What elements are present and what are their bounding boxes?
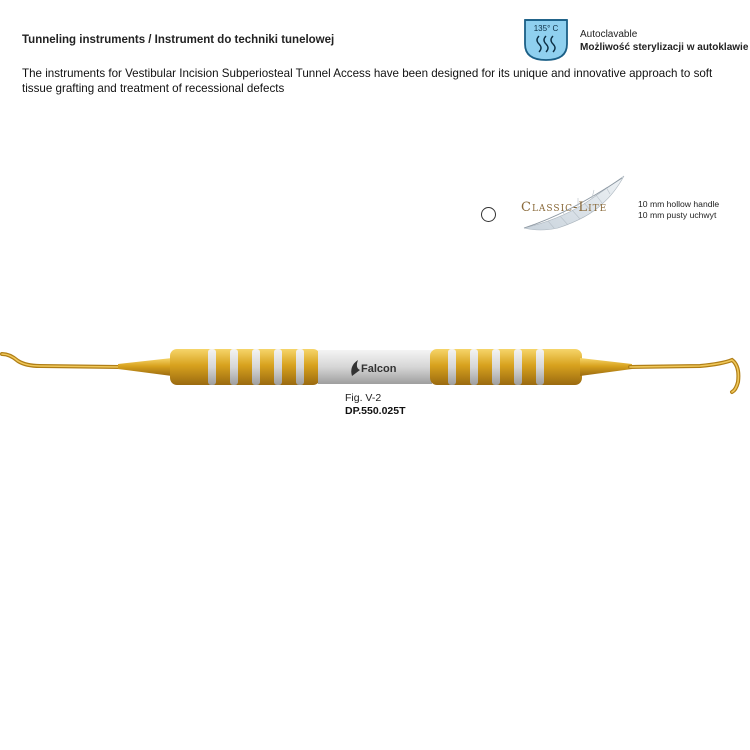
product-description: The instruments for Vestibular Incision Subperiosteal Tunnel Access have been designed for its unique and innovative approach to soft tissue grafting and treatment of recessional defects	[22, 67, 713, 95]
instrument-image	[0, 330, 750, 400]
page-title: Tunneling instruments / Instrument do techniki tunelowej	[22, 34, 335, 46]
falcon-logo-text: Falcon	[361, 363, 397, 375]
autoclave-icon	[522, 18, 570, 62]
brand-logo: Classic-Lite	[521, 200, 608, 215]
handle-option-radio[interactable]	[481, 207, 496, 222]
autoclave-temperature: 135° C	[533, 24, 559, 33]
product-code: DP.550.025T	[345, 405, 406, 417]
figure-label: Fig. V-2	[345, 392, 382, 404]
autoclave-label-en: Autoclavable	[580, 29, 638, 40]
handle-spec-pl: 10 mm pusty uchwyt	[638, 210, 717, 220]
autoclave-label-pl: Możliwość sterylizacji w autoklawie	[580, 42, 749, 53]
handle-spec-en: 10 mm hollow handle	[638, 199, 720, 209]
